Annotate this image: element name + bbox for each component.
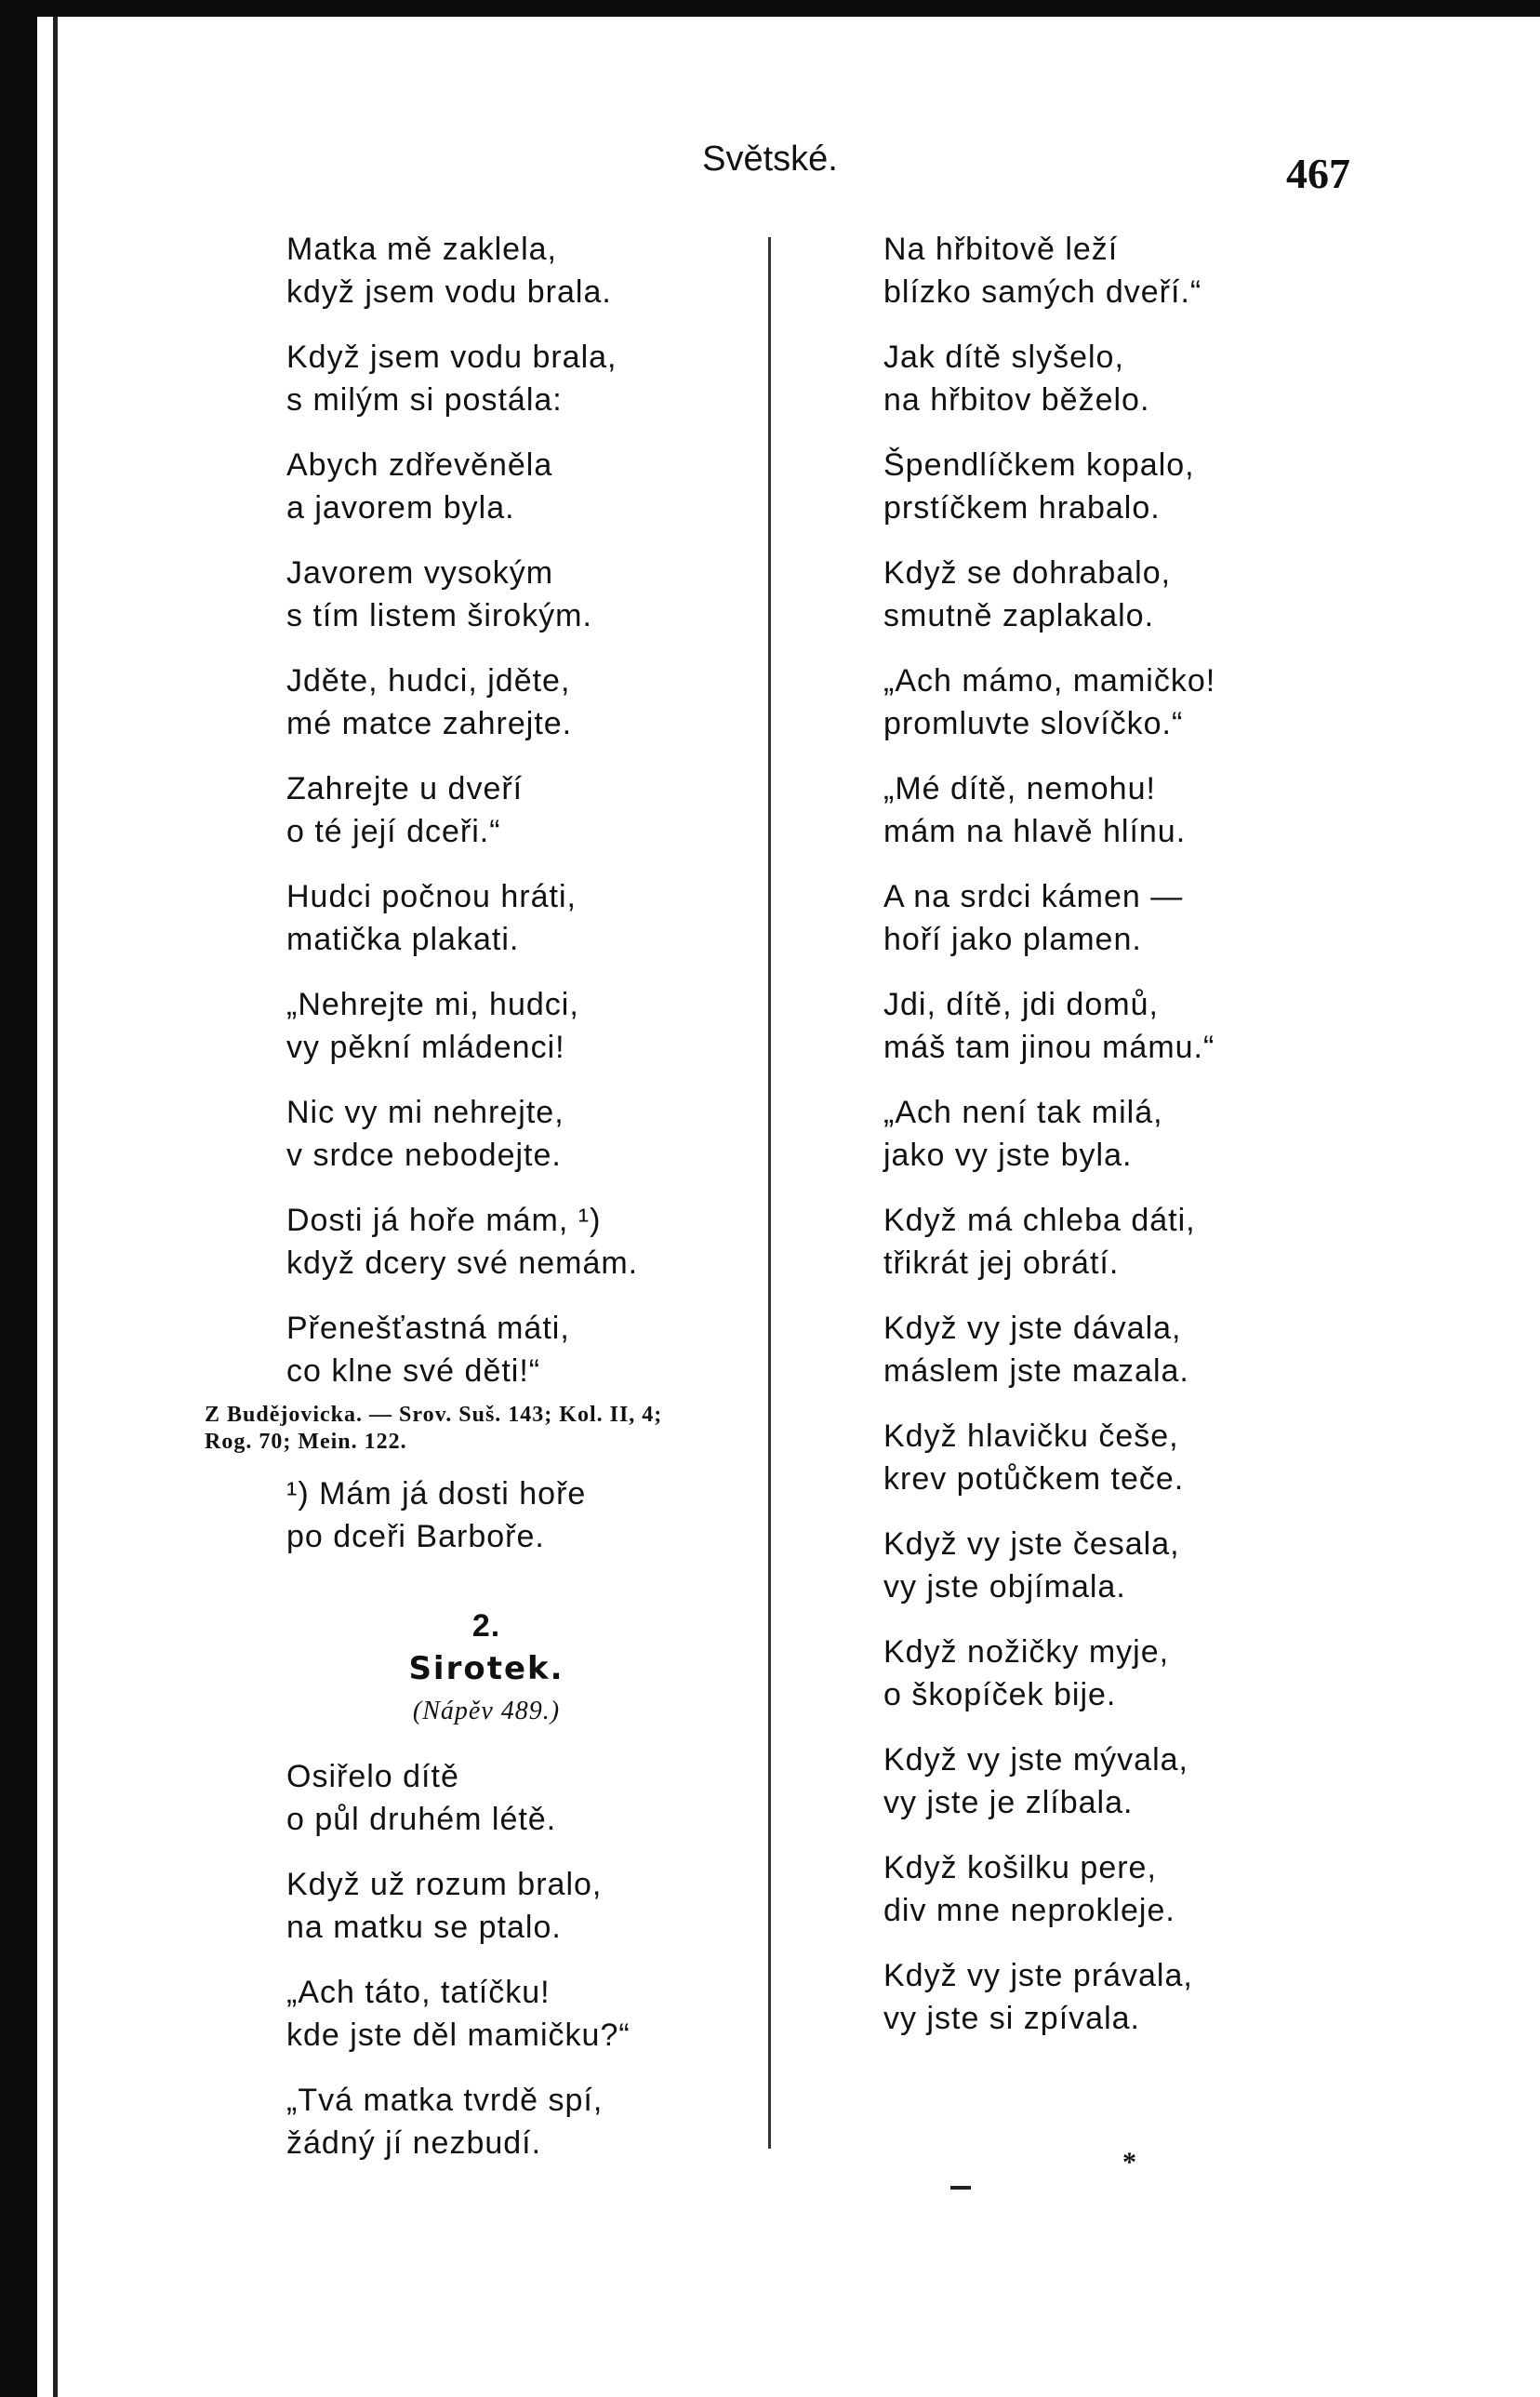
stanza — [883, 1091, 1404, 1177]
stanza — [286, 444, 761, 529]
verse-line: Abych zdřevěněla — [286, 447, 553, 483]
source-note-line: Rog. 70; Mein. 122. — [205, 1430, 407, 1454]
verse-line: Osiřelo dítě — [286, 1759, 459, 1794]
stanza — [883, 1523, 1404, 1608]
verse-line: Přenešťastná máti, — [286, 1311, 570, 1346]
verse-line: Když vy jste dávala, — [883, 1311, 1182, 1346]
stanza — [883, 767, 1404, 853]
verse-line: jako vy jste byla. — [883, 1138, 1133, 1173]
verse-line: vy jste objímala. — [883, 1569, 1126, 1605]
verse-line: Jdi, dítě, jdi domů, — [883, 987, 1159, 1022]
scan-top-border — [0, 0, 1540, 17]
stanza — [883, 1846, 1404, 1932]
end-asterisk: * — [1122, 2147, 1136, 2177]
verse-line: „Ach táto, tatíčku! — [286, 1975, 551, 2010]
left-stanzas — [286, 228, 761, 1392]
stanza — [883, 444, 1404, 529]
verse-line: matička plakati. — [286, 922, 520, 957]
stanza — [286, 552, 761, 637]
verse-line: Když košilku pere, — [883, 1850, 1157, 1885]
verse-line: Javorem vysokým — [286, 555, 554, 591]
verse-line: vy jste si zpívala. — [883, 2001, 1140, 2036]
verse-line: Když vy jste právala, — [883, 1958, 1193, 1993]
verse-line: na matku se ptalo. — [286, 1910, 562, 1945]
left-stanzas-song2 — [286, 1755, 761, 2164]
stanza — [286, 983, 761, 1069]
stanza — [286, 1307, 761, 1392]
verse-line: prstíčkem hrabalo. — [883, 490, 1161, 526]
right-column — [883, 228, 1404, 2062]
stanza — [286, 336, 761, 421]
verse-line: vy jste je zlíbala. — [883, 1785, 1134, 1820]
stanza — [883, 1307, 1404, 1392]
stanza — [883, 875, 1404, 961]
verse-line: „Mé dítě, nemohu! — [883, 771, 1156, 806]
stanza — [286, 875, 761, 961]
page-number: 467 — [1286, 150, 1350, 197]
verse-line: když jsem vodu brala. — [286, 274, 612, 310]
verse-line: v srdce nebodejte. — [286, 1138, 562, 1173]
verse-line: s milým si postála: — [286, 382, 563, 418]
page-edge-line — [53, 17, 58, 2397]
footnote-line: po dceři Barboře. — [286, 1519, 545, 1554]
verse-line: Dosti já hoře mám, ¹) — [286, 1203, 602, 1238]
stanza — [286, 1091, 761, 1177]
verse-line: o té její dceři.“ — [286, 814, 501, 849]
verse-line: Když hlavičku češe, — [883, 1418, 1179, 1454]
verse-line: Jděte, hudci, jděte, — [286, 663, 571, 699]
verse-line: Když už rozum bralo, — [286, 1867, 603, 1902]
verse-line: div mne neprokleje. — [883, 1893, 1175, 1928]
verse-line: na hřbitov běželo. — [883, 382, 1150, 418]
source-note — [205, 1402, 800, 1456]
verse-line: hoří jako plamen. — [883, 922, 1142, 957]
stanza — [286, 767, 761, 853]
verse-line: „Nehrejte mi, hudci, — [286, 987, 579, 1022]
stanza — [286, 228, 761, 313]
verse-line: promluvte slovíčko.“ — [883, 706, 1184, 741]
verse-line: mé matce zahrejte. — [286, 706, 573, 741]
song-tune-reference: (Nápěv 489.) — [412, 1697, 561, 1725]
verse-line: o půl druhém létě. — [286, 1802, 557, 1837]
column-divider — [768, 237, 771, 2149]
verse-line: máš tam jinou mámu.“ — [883, 1030, 1215, 1065]
stanza — [883, 1631, 1404, 1716]
verse-line: Matka mě zaklela, — [286, 232, 557, 267]
verse-line: Zahrejte u dveří — [286, 771, 524, 806]
stanza — [883, 1199, 1404, 1285]
verse-line: vy pěkní mládenci! — [286, 1030, 565, 1065]
verse-line: krev potůčkem teče. — [883, 1461, 1185, 1497]
footnote — [286, 1472, 761, 1558]
verse-line: Jak dítě slyšelo, — [883, 340, 1124, 375]
verse-line: Hudci počnou hráti, — [286, 879, 577, 914]
left-column — [205, 228, 761, 2187]
verse-line: když dcery své nemám. — [286, 1245, 639, 1281]
stanza — [286, 1863, 761, 1949]
source-note-line: Z Budějovicka. — Srov. Suš. 143; Kol. II, 4; — [205, 1403, 663, 1427]
stanza — [883, 1415, 1404, 1500]
stanza — [286, 1971, 761, 2057]
verse-line: A na srdci kámen — — [883, 879, 1184, 914]
verse-line: blízko samých dveří.“ — [883, 274, 1202, 310]
stanza — [883, 1738, 1404, 1824]
verse-line: mám na hlavě hlínu. — [883, 814, 1187, 849]
verse-line: o škopíček bije. — [883, 1677, 1117, 1712]
verse-line: co klne své děti!“ — [286, 1353, 541, 1389]
stanza — [883, 659, 1404, 745]
verse-line: s tím listem širokým. — [286, 598, 592, 633]
verse-line: kde jste děl mamičku?“ — [286, 2017, 631, 2053]
verse-line: a javorem byla. — [286, 490, 515, 526]
verse-line: žádný jí nezbudí. — [286, 2125, 542, 2161]
right-stanzas — [883, 228, 1404, 2040]
stanza — [883, 228, 1404, 313]
verse-line: Když se dohrabalo, — [883, 555, 1172, 591]
verse-line: Když jsem vodu brala, — [286, 340, 617, 375]
song-number: 2. — [471, 1608, 501, 1644]
stanza — [286, 1755, 761, 1841]
stanza — [286, 659, 761, 745]
stanza — [883, 1954, 1404, 2040]
stanza — [883, 983, 1404, 1069]
verse-line: Když nožičky myje, — [883, 1634, 1170, 1670]
verse-line: smutně zaplakalo. — [883, 598, 1155, 633]
verse-line: „Ach mámo, mamičko! — [883, 663, 1216, 699]
verse-line: Na hřbitově leží — [883, 232, 1119, 267]
verse-line: „Tvá matka tvrdě spí, — [286, 2083, 604, 2118]
footnote-line: ¹) Mám já dosti hoře — [286, 1476, 587, 1511]
stanza — [883, 552, 1404, 637]
stanza — [883, 336, 1404, 421]
song-title: Sirotek. — [408, 1650, 564, 1687]
verse-line: Když vy jste mývala, — [883, 1742, 1188, 1778]
verse-line: třikrát jej obrátí. — [883, 1245, 1120, 1281]
running-title: Světské. — [702, 140, 838, 179]
verse-line: Když má chleba dáti, — [883, 1203, 1196, 1238]
stanza — [286, 2079, 761, 2164]
stanza — [286, 1199, 761, 1285]
verse-line: Když vy jste česala, — [883, 1526, 1180, 1562]
end-dash — [950, 2186, 971, 2190]
verse-line: Nic vy mi nehrejte, — [286, 1095, 564, 1130]
scan-left-border — [0, 0, 37, 2397]
verse-line: máslem jste mazala. — [883, 1353, 1189, 1389]
verse-line: Špendlíčkem kopalo, — [883, 447, 1195, 483]
verse-line: „Ach není tak milá, — [883, 1095, 1163, 1130]
